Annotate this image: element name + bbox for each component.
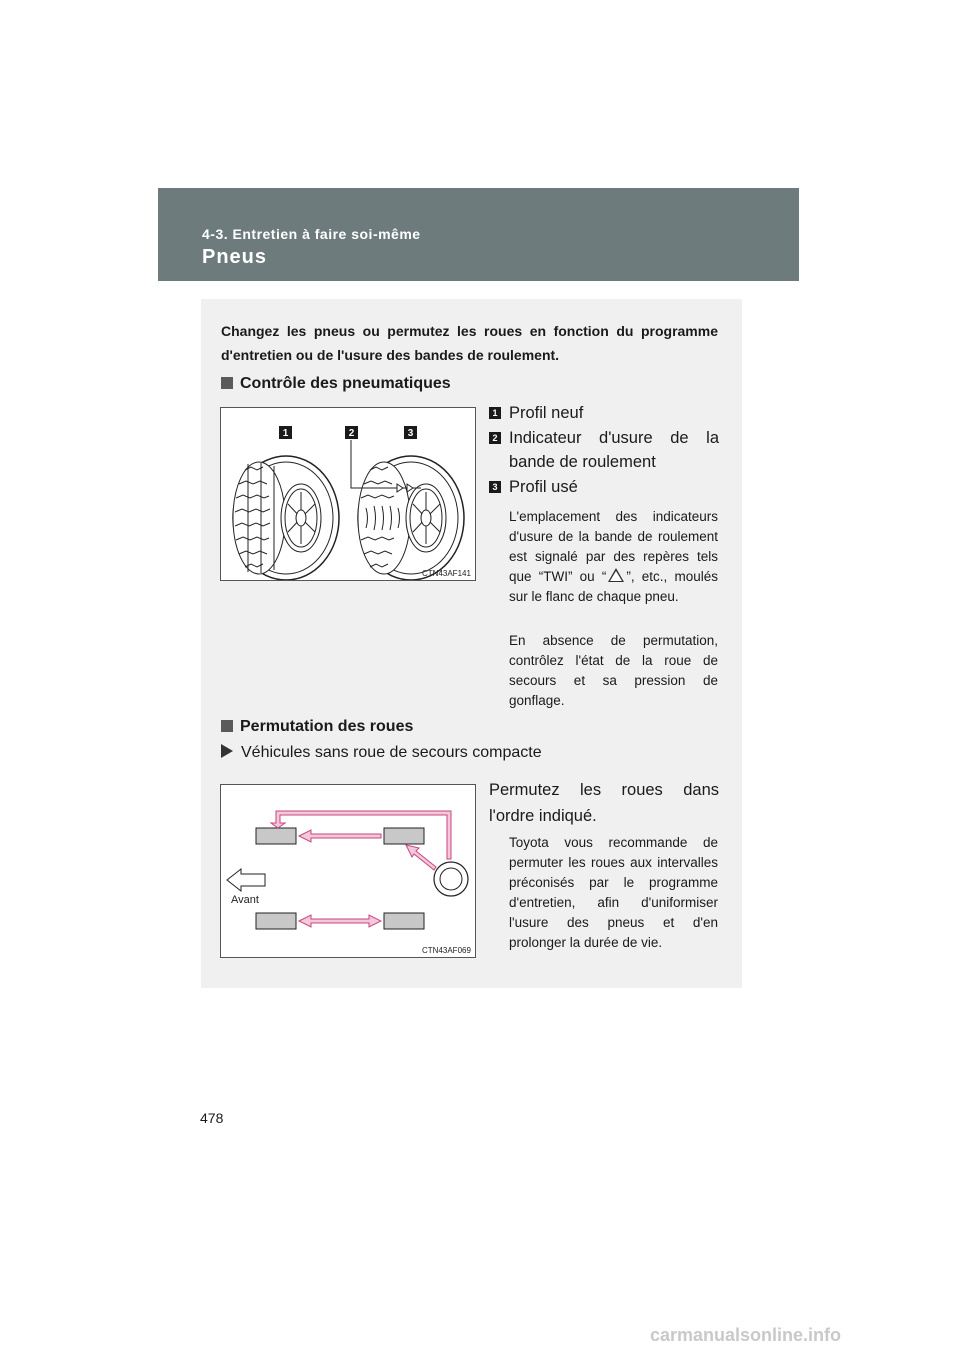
figure-code: CTN43AF069 [422, 946, 471, 955]
number-badge: 2 [489, 432, 501, 444]
tire-tread-figure [220, 407, 476, 581]
tire-check-heading: Contrôle des pneumatiques [221, 375, 451, 393]
rotation-subheading: Véhicules sans roue de secours compacte [221, 744, 542, 762]
square-bullet-icon [221, 377, 233, 389]
callout-2: 2 [348, 428, 355, 439]
front-label: Avant [231, 894, 259, 906]
intro-text: Changez les pneus ou permutez les roues en fonction du programme d'entretien ou de l'usure des bandes de roulement. [221, 323, 718, 363]
page-title: Pneus [202, 246, 268, 268]
rotation-instruction: Permutez les roues dans l'ordre indiqué. [489, 781, 719, 825]
rotation-arrow-front [299, 830, 381, 842]
square-bullet-icon [221, 720, 233, 732]
list-item-worn-tread: 3 Profil usé [489, 475, 719, 499]
spare-tire-note: En absence de permutation, contrôlez l'état de la roue de secours et sa pression de gonflage. [509, 633, 718, 708]
new-tread-tire [233, 456, 339, 580]
tire-illustration [221, 408, 475, 580]
front-right-wheel [384, 828, 424, 844]
content-panel [201, 299, 742, 988]
front-arrow-icon [227, 869, 265, 891]
list-item-wear-indicator: 2 Indicateur d'usure de la bande de roulement [489, 426, 719, 474]
section-header [158, 188, 799, 281]
rotation-note: Toyota vous recommande de permuter les roues aux intervalles préconisés par le programme d'entretien, afin d'uniformiser l'usure des pneus et d'en prolonger la durée de vie. [509, 835, 718, 950]
callout-3: 3 [407, 428, 414, 439]
wear-indicator-note: L'emplacement des indicateurs d'usure de la bande de roulement est signalé par des repères tels que “TWI” ou “ ”, etc., moulés sur le flanc de chaque pneu. [509, 509, 718, 604]
page-number: 478 [200, 1110, 224, 1126]
rotation-diagram [221, 785, 475, 957]
list-item-new-tread: 1 Profil neuf [489, 401, 719, 425]
rotation-arrow-rear [299, 915, 381, 927]
callout-1: 1 [282, 428, 289, 439]
triangle-bullet-icon [221, 744, 233, 758]
rotation-arrow-diagonal [406, 845, 436, 870]
rotation-figure [220, 784, 476, 958]
triangle-mark-icon [608, 568, 624, 582]
worn-tread-tire [358, 456, 464, 580]
rotation-heading: Permutation des roues [221, 718, 413, 736]
section-title: 4-3. Entretien à faire soi-même [202, 226, 421, 242]
figure-code: CTN43AF141 [422, 569, 471, 578]
number-badge: 3 [489, 481, 501, 493]
rear-left-wheel [256, 913, 296, 929]
front-left-wheel [256, 828, 296, 844]
rear-right-wheel [384, 913, 424, 929]
watermark: carmanualsonline.info [650, 1325, 842, 1345]
number-badge: 1 [489, 407, 501, 419]
